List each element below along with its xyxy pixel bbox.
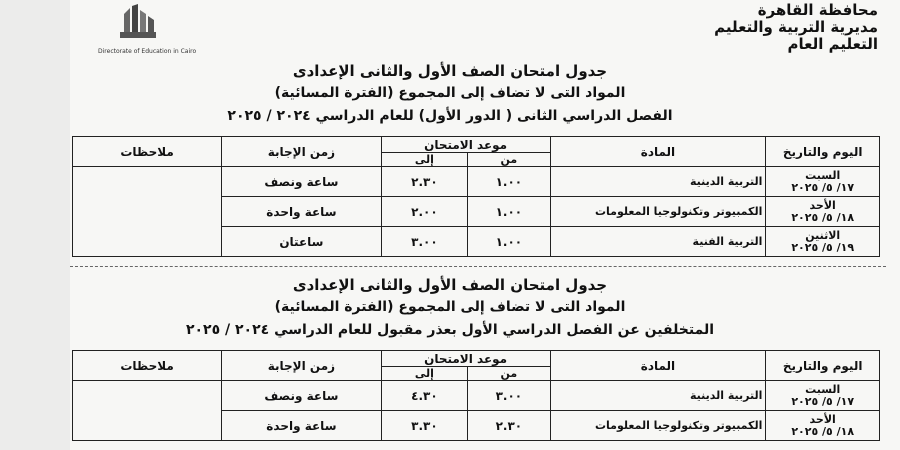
subject-cell: التربية الدينية (550, 381, 766, 411)
to-cell: ٢.٠٠ (381, 197, 468, 227)
directorate-name: مديرية التربية والتعليم (714, 18, 878, 36)
to-cell: ٣.٠٠ (381, 227, 468, 257)
department-name: التعليم العام (787, 35, 878, 53)
day-cell (766, 411, 880, 441)
to-cell: ٤.٣٠ (381, 381, 468, 411)
header-to: إلى (381, 153, 468, 167)
from-cell: ٣.٠٠ (468, 381, 550, 411)
day-name: الاثنين (805, 228, 841, 242)
day-cell (766, 197, 880, 227)
header-exam-time: موعد الامتحان (381, 137, 550, 153)
duration-cell: ساعة ونصف (222, 167, 382, 197)
table-header-row (73, 351, 880, 367)
day-name: الأحد (809, 198, 836, 212)
from-cell: ٢.٣٠ (468, 411, 550, 441)
governorate-name: محافظة القاهرة (757, 1, 878, 19)
section2-subtitle: المواد التى لا تضاف إلى المجموع (الفترة المسائية) (274, 299, 626, 315)
from-cell: ١.٠٠ (468, 167, 550, 197)
directorate-header (613, 2, 878, 53)
header-to: إلى (381, 367, 468, 381)
ministry-logo (98, 2, 197, 58)
duration-cell: ساعة واحدة (222, 197, 382, 227)
header-day-date: اليوم والتاريخ (766, 137, 880, 167)
section1-term: الفصل الدراسي الثانى ( الدور الأول) للعام الدراسي ٢٠٢٤ / ٢٠٢٥ (227, 108, 673, 124)
day-name: السبت (805, 382, 841, 396)
header-duration: زمن الإجابة (222, 351, 382, 381)
header-from: من (468, 153, 550, 167)
header-day-date: اليوم والتاريخ (766, 351, 880, 381)
header-subject: المادة (550, 137, 766, 167)
duration-cell: ساعة ونصف (222, 381, 382, 411)
ministry-emblem-icon (116, 2, 160, 42)
logo-caption: Directorate of Education in Cairo (98, 48, 197, 55)
header-duration: زمن الإجابة (222, 137, 382, 167)
section1-title: جدول امتحان الصف الأول والثانى الإعدادى (292, 62, 608, 80)
table-row (73, 381, 880, 411)
day-date: ١٨/ ٥/ ٢٠٢٥ (791, 210, 855, 224)
section-divider (70, 266, 886, 267)
day-date: ١٨/ ٥/ ٢٠٢٥ (791, 424, 855, 438)
day-name: الأحد (809, 412, 836, 426)
section2-title: جدول امتحان الصف الأول والثانى الإعدادى (292, 276, 608, 294)
day-date: ١٩/ ٥/ ٢٠٢٥ (791, 240, 855, 254)
duration-cell: ساعتان (222, 227, 382, 257)
notes-cell (73, 167, 222, 257)
table-row (73, 167, 880, 197)
day-date: ١٧/ ٥/ ٢٠٢٥ (791, 394, 855, 408)
from-cell: ١.٠٠ (468, 197, 550, 227)
subject-cell: الكمبيوتر وتكنولوجيا المعلومات (550, 197, 766, 227)
to-cell: ٢.٣٠ (381, 167, 468, 197)
section1-schedule-table (72, 136, 880, 257)
header-notes: ملاحظات (73, 137, 222, 167)
header-from: من (468, 367, 550, 381)
left-margin-strip (0, 0, 70, 450)
subject-cell: التربية الدينية (550, 167, 766, 197)
to-cell: ٣.٣٠ (381, 411, 468, 441)
header-subject: المادة (550, 351, 766, 381)
subject-cell: التربية الفنية (550, 227, 766, 257)
table-header-row (73, 137, 880, 153)
subject-cell: الكمبيوتر وتكنولوجيا المعلومات (550, 411, 766, 441)
day-cell (766, 227, 880, 257)
day-name: السبت (805, 168, 841, 182)
notes-cell (73, 381, 222, 441)
from-cell: ١.٠٠ (468, 227, 550, 257)
header-exam-time: موعد الامتحان (381, 351, 550, 367)
section1-subtitle: المواد التى لا تضاف إلى المجموع (الفترة المسائية) (274, 85, 626, 101)
section2-schedule-table (72, 350, 880, 441)
section2-term: المتخلفين عن الفصل الدراسي الأول بعذر مقبول للعام الدراسي ٢٠٢٤ / ٢٠٢٥ (185, 322, 715, 338)
day-cell (766, 167, 880, 197)
day-cell (766, 381, 880, 411)
duration-cell: ساعة واحدة (222, 411, 382, 441)
header-notes: ملاحظات (73, 351, 222, 381)
day-date: ١٧/ ٥/ ٢٠٢٥ (791, 180, 855, 194)
